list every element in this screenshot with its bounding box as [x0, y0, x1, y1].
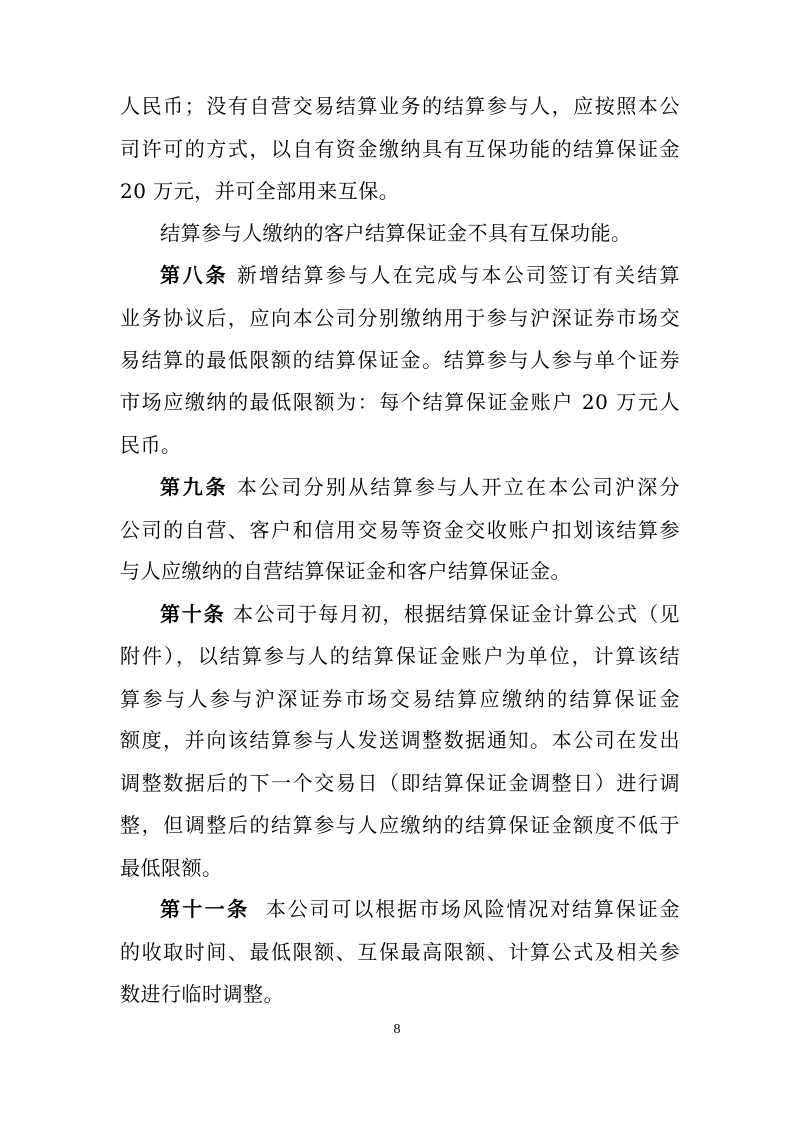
text-line: 民币。 — [120, 433, 182, 457]
article-heading: 第八条 — [160, 263, 229, 288]
text-line: 算参与人参与沪深证券市场交易结算应缴纳的结算保证金 — [120, 686, 680, 711]
text-line: 最低限额。 — [120, 855, 223, 880]
article-text: 本公司可以根据市场风险情况对结算保证金 — [265, 897, 681, 922]
paragraph-first-line: 结算参与人缴纳的客户结算保证金不具有互保功能。 — [160, 221, 632, 246]
text-line: 的收取时间、最低限额、互保最高限额、计算公式及相关参 — [120, 939, 680, 964]
article-heading: 第十条 — [160, 602, 226, 627]
text-line: 司许可的方式，以自有资金缴纳具有互保功能的结算保证金 — [120, 136, 680, 161]
text-line: 市场应缴纳的最低限额为：每个结算保证金账户 20 万元人 — [120, 390, 680, 415]
article-9-first-line — [160, 469, 680, 505]
text-line: 易结算的最低限额的结算保证金。结算参与人参与单个证券 — [120, 348, 680, 373]
article-text: 新增结算参与人在完成与本公司签订有关结算 — [236, 263, 681, 288]
text-line: 调整数据后的下一个交易日（即结算保证金调整日）进行调 — [120, 771, 680, 796]
article-heading: 第九条 — [160, 474, 229, 499]
text-line: 20 万元，并可全部用来互保。 — [120, 178, 400, 203]
text-line: 附件），以结算参与人的结算保证金账户为单位，计算该结 — [120, 643, 680, 668]
article-10-first-line — [160, 596, 680, 632]
article-text: 本公司于每月初，根据结算保证金计算公式（见 — [233, 602, 681, 627]
page-number: 8 — [393, 1022, 401, 1037]
text-line: 业务协议后，应向本公司分别缴纳用于参与沪深证券市场交 — [120, 305, 680, 330]
text-line: 人民币；没有自营交易结算业务的结算参与人，应按照本公 — [120, 94, 680, 118]
article-8-first-line — [160, 257, 680, 293]
text-line: 与人应缴纳的自营结算保证金和客户结算保证金。 — [120, 559, 571, 584]
text-line: 公司的自营、客户和信用交易等资金交收账户扣划该结算参 — [120, 517, 680, 542]
article-11-first-line — [160, 891, 680, 927]
text-line: 额度，并向该结算参与人发送调整数据通知。本公司在发出 — [120, 728, 680, 753]
article-text: 本公司分别从结算参与人开立在本公司沪深分 — [236, 474, 681, 499]
text-line: 整，但调整后的结算参与人应缴纳的结算保证金额度不低于 — [120, 812, 680, 837]
text-line: 数进行临时调整。 — [120, 982, 284, 1006]
article-heading: 第十一条 — [160, 897, 250, 922]
